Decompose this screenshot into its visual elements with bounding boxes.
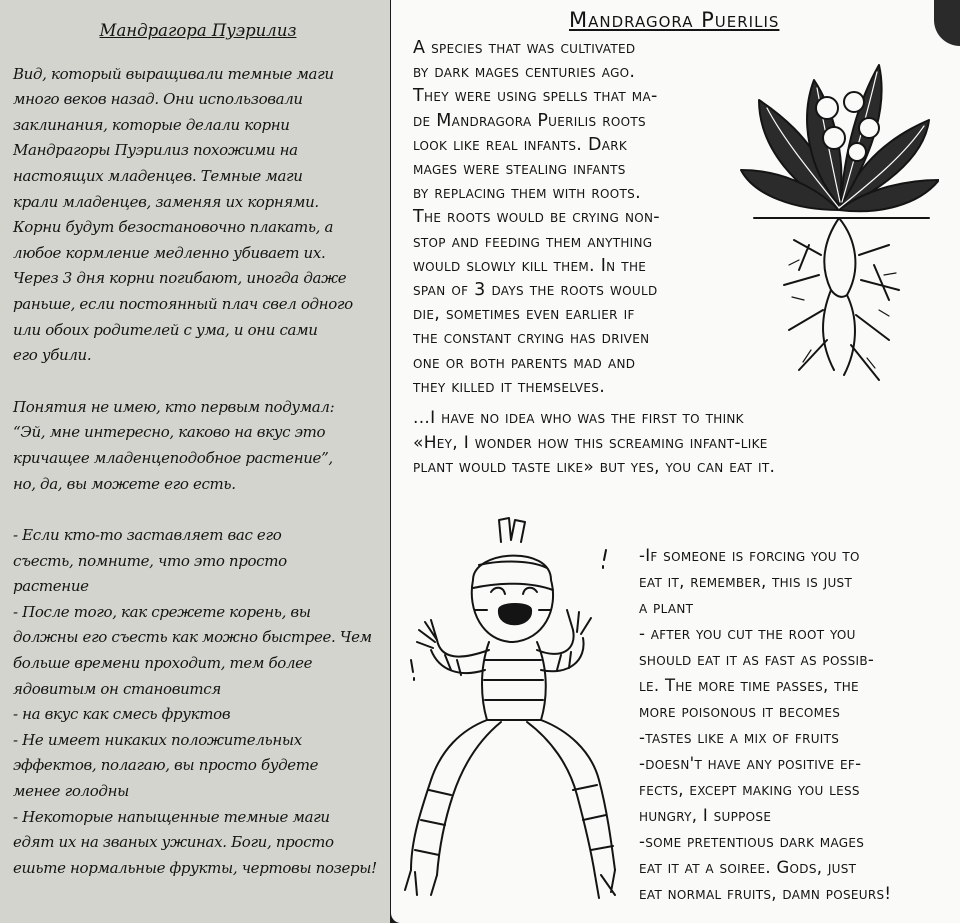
page-title: Mandragora Puerilis <box>569 8 780 32</box>
translation-paragraph-taste: Понятия не имею, кто первым подумал: “Эй, мне интересно, каково на вкус это кричащее младенцеподобное растение”, но, да, вы можете его есть. <box>13 397 335 493</box>
translation-panel <box>0 0 390 923</box>
mandrake-infant-icon <box>401 510 621 905</box>
page-paragraph-description: A species that was cultivated by dark mages centuries ago. They were using spells that ma- de Mandragora Puerilis roots look like real infants. Dark mages were stealing infants by replacing them with roots. The roots would be crying non- stop and feeding them anything would slowly kill them. In the span of 3 days the roots would die, sometimes even earlier if the constant crying has driven one or both parents mad and they killed it themselves. <box>413 38 660 397</box>
notebook-page <box>391 0 960 923</box>
translation-paragraph-notes: - Если кто-то заставляет вас его съесть, помните, что это просто растение - После того, как срежете корень, вы должны его съесть как можно быстрее. Чем больше времени проходит, тем более ядовитым он становится - на вкус как смесь фруктов - Не имеет никаких положительных эффектов, полагаю, вы просто будете менее голодны - Некоторые напыщенные темные маги едят их на званых ужинах. Боги, просто ешьте нормальные фрукты, чертовы позеры! <box>13 526 377 877</box>
page-paragraph-taste: ...I have no idea who was the first to think «Hey, I wonder how this screaming infant-like plant would taste like» but yes, you can eat it. <box>413 408 776 477</box>
mandrake-plant-icon <box>739 40 939 390</box>
translation-title: Мандрагора Пуэрилиз <box>99 21 297 40</box>
page-paragraph-notes: -If someone is forcing you to eat it, remember, this is just a plant - after you cut the root you should eat it as fast as possib- le. The more time passes, the more poisonous it becomes -tastes like a mix of fruits -doesn't have any positive ef- fects, except making you less hungry, I suppose -some pretentious dark mages eat it at a soiree. Gods, just eat normal fruits, damn poseurs! <box>639 546 892 903</box>
translation-paragraph-description: Вид, который выращивали темные маги много веков назад. Они использовали заклинания, которые делали корни Мандрагоры Пуэрилиз похожими на настоящих младенцев. Темные маги крали младенцев, заменяя их корнями. Корни будут безостановочно плакать, а любое кормление медленно убивает их. Через 3 дня корни погибают, иногда даже раньше, если постоянный плач свел одного или обоих родителей с ума, и они сами его убили. <box>13 64 353 365</box>
